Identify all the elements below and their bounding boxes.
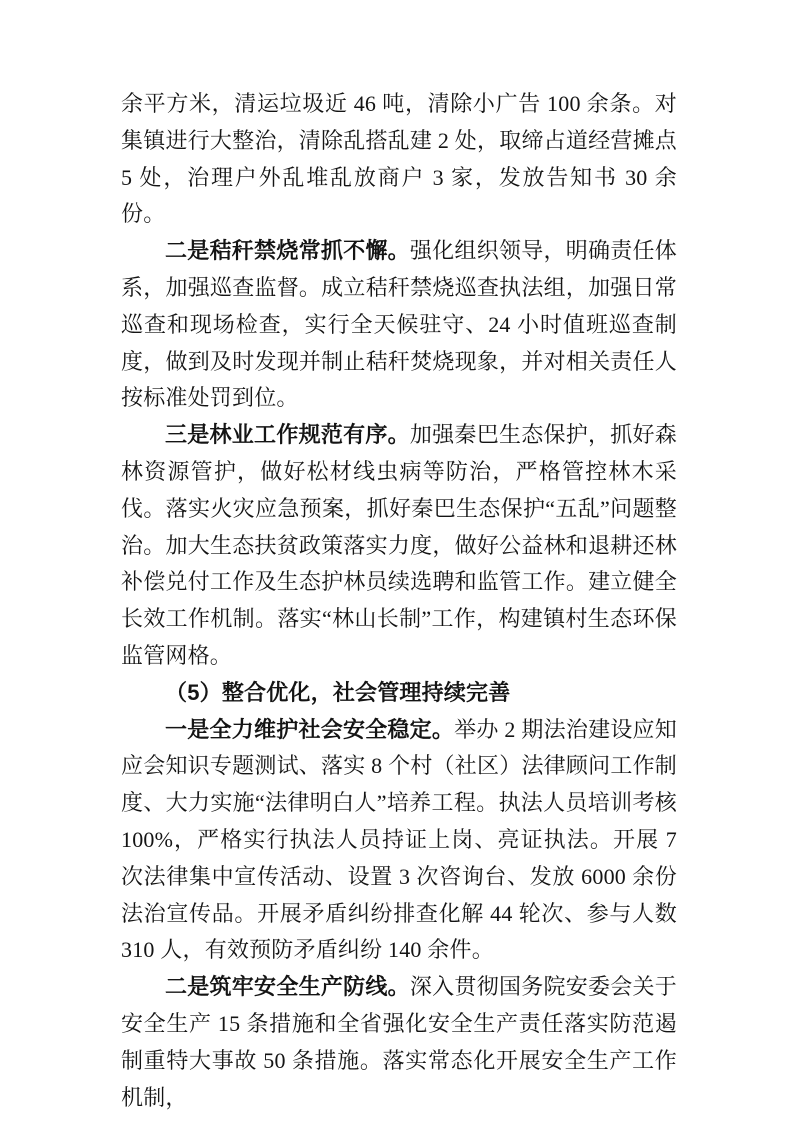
paragraph-lead: 一是全力维护社会安全稳定。 [165,716,455,742]
paragraph-lead: 三是林业工作规范有序。 [165,422,410,448]
paragraph-continuation [121,86,677,233]
section-heading [121,675,677,712]
paragraph-text: 深入贯彻国务院安委会关于安全生产 15 条措施和全省强化安全生产责任落实防范遏制重特大事故 50 条措施。落实常态化开展安全生产工作机制， [121,974,678,1110]
paragraph-text: 加强秦巴生态保护，抓好森林资源管护，做好松材线虫病等防治，严格管控林木采伐。落实火灾应急预案，抓好秦巴生态保护“五乱”问题整治。加大生态扶贫政策落实力度，做好公益林和退耕还林补偿兑付工作及生态护林员续选聘和监管工作。建立健全长效工作机制。落实“林山长制”工作，构建镇村生态环保监管网格。 [121,422,678,668]
paragraph-lead: 二是秸秆禁烧常抓不懈。 [165,238,410,264]
paragraph-straw-burning [121,233,677,417]
paragraph-text: 余平方米，清运垃圾近 46 吨，清除小广告 100 余条。对集镇进行大整治，清除乱搭乱建 2 处，取缔占道经营摊点 5 处，治理户外乱堆乱放商户 3 家，发放告知书 30 余份。 [121,91,677,227]
paragraph-social-safety [121,712,677,970]
paragraph-production-safety [121,969,677,1116]
paragraph-lead: 二是筑牢安全生产防线。 [165,974,410,1000]
document-content [121,86,677,1116]
paragraph-forestry [121,417,677,675]
section-heading-text: （5）整合优化，社会管理持续完善 [165,679,511,705]
paragraph-text: 强化组织领导，明确责任体系，加强巡查监督。成立秸秆禁烧巡查执法组，加强日常巡查和现场检查，实行全天候驻守、24 小时值班巡查制度，做到及时发现并制止秸秆焚烧现象，并对相关责任人按标准处罚到位。 [121,238,678,411]
paragraph-text: 举办 2 期法治建设应知应会知识专题测试、落实 8 个村（社区）法律顾问工作制度、大力实施“法律明白人”培养工程。执法人员培训考核 100%，严格实行执法人员持证上岗、亮证执法。开展 7 次法律集中宣传活动、设置 3 次咨询台、发放 6000 余份法治宣传品。开展矛盾纠纷排查化解 44 轮次、参与人数 310 人，有效预防矛盾纠纷 140 余件。 [121,716,678,963]
